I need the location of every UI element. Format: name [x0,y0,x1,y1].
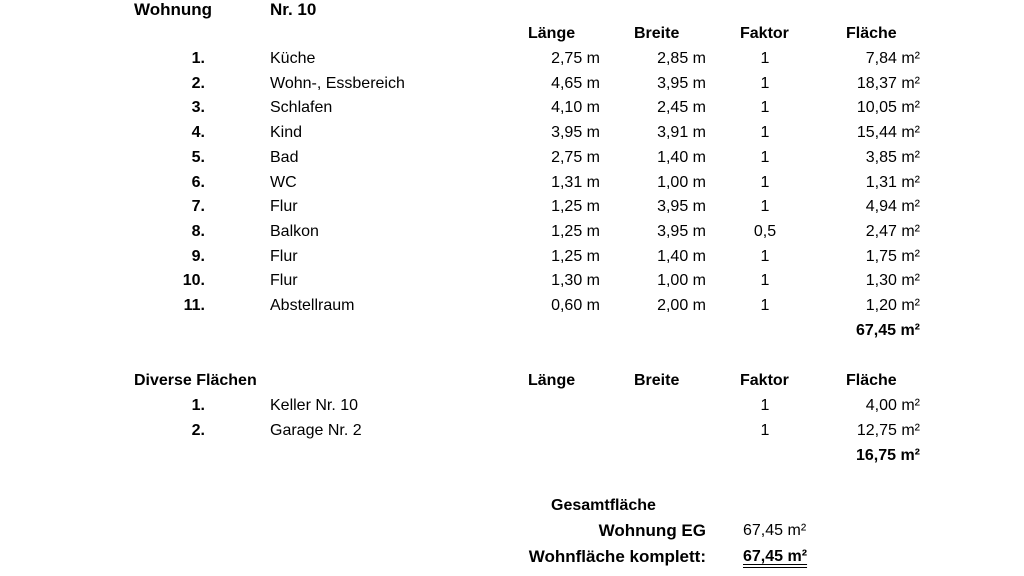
area-value: 1,75 m² [865,247,920,265]
width-value: 2,45 m [657,99,706,117]
row-number: 3. [191,99,205,117]
factor-value: 1 [760,173,770,191]
length-value: 2,75 m [551,148,600,166]
factor-value: 1 [760,50,770,67]
factor-value: 1 [760,272,770,290]
length-value: 1,31 m [551,173,600,191]
summary-komplett-value: 67,45 m² [743,548,808,565]
header-flaeche: Fläche [846,25,897,42]
room-name: Abstellraum [270,297,355,314]
row-number: 4. [191,124,205,142]
factor-value: 1 [760,148,770,166]
area-value: 10,05 m² [856,99,920,117]
row-number: 11. [183,297,205,314]
row-number: 2. [191,422,205,439]
factor-value: 1 [760,99,770,117]
length-value: 2,75 m [551,50,600,67]
area-value: 2,47 m² [865,222,920,240]
area-value: 15,44 m² [856,124,920,142]
diverse-total: 16,75 m² [855,447,920,464]
area-value: 1,31 m² [865,173,920,191]
row-number: 8. [191,222,205,240]
length-value: 1,25 m [551,222,600,240]
wohnung-total: 67,45 m² [855,322,920,339]
area-value: 1,30 m² [865,272,920,290]
factor-value: 1 [760,124,770,142]
width-value: 3,95 m [657,222,706,240]
room-name: WC [270,173,297,191]
area-value: 18,37 m² [856,74,920,92]
summary-wohnung-value: 67,45 m² [743,522,807,539]
area-value: 3,85 m² [865,148,920,166]
section-title-diverse: Diverse Flächen [134,372,257,389]
factor-value: 1 [760,297,770,314]
factor-value: 1 [760,422,770,439]
width-value: 1,40 m [657,148,706,166]
row-number: 2. [191,74,205,92]
factor-value: 1 [760,74,770,92]
section-title-wohnung: Wohnung [134,0,213,19]
room-name: Flur [270,247,298,265]
row-number: 1. [191,50,205,67]
factor-value: 0,5 [753,222,777,240]
length-value: 1,25 m [551,198,600,216]
summary-wohnung-label: Wohnung EG [598,521,706,540]
width-value: 2,00 m [657,297,706,314]
room-name: Garage Nr. 2 [270,422,362,439]
row-number: 6. [191,173,205,191]
area-value: 4,94 m² [865,198,920,216]
diverse-header-breite: Breite [634,372,680,389]
area-value: 1,20 m² [865,297,920,314]
area-value: 4,00 m² [865,397,920,414]
width-value: 3,95 m [657,74,706,92]
room-name: Kind [270,124,303,142]
length-value: 1,25 m [551,247,600,265]
diverse-header-laenge: Länge [528,372,576,389]
width-value: 3,95 m [657,198,706,216]
summary-komplett-label: Wohnfläche komplett: [528,547,706,566]
row-number: 5. [191,148,205,166]
diverse-header-flaeche: Fläche [846,372,897,389]
factor-value: 1 [760,397,770,414]
header-breite: Breite [634,25,680,42]
room-name: Flur [270,198,298,216]
room-name: Schlafen [270,99,333,117]
length-value: 0,60 m [551,297,600,314]
width-value: 1,00 m [657,272,706,290]
room-name: Keller Nr. 10 [270,397,359,414]
room-name: Bad [270,148,299,166]
apartment-number: Nr. 10 [270,0,317,19]
width-value: 2,85 m [657,50,706,67]
diverse-header-faktor: Faktor [740,372,789,389]
header-laenge: Länge [528,25,576,42]
row-number: 9. [191,247,205,265]
room-name: Flur [270,272,298,290]
width-value: 3,91 m [657,124,706,142]
summary-title: Gesamtfläche [551,497,656,514]
room-name: Küche [270,50,316,67]
length-value: 4,65 m [551,74,600,92]
row-number: 7. [191,198,205,216]
row-number: 1. [191,397,205,414]
header-faktor: Faktor [740,25,789,42]
room-name: Balkon [270,222,319,240]
room-name: Wohn-, Essbereich [270,74,405,92]
length-value: 1,30 m [551,272,600,290]
factor-value: 1 [760,198,770,216]
width-value: 1,40 m [657,247,706,265]
length-value: 3,95 m [551,124,600,142]
length-value: 4,10 m [551,99,600,117]
factor-value: 1 [760,247,770,265]
row-number: 10. [182,272,205,290]
area-value: 7,84 m² [865,50,920,67]
width-value: 1,00 m [657,173,706,191]
area-value: 12,75 m² [856,422,920,439]
